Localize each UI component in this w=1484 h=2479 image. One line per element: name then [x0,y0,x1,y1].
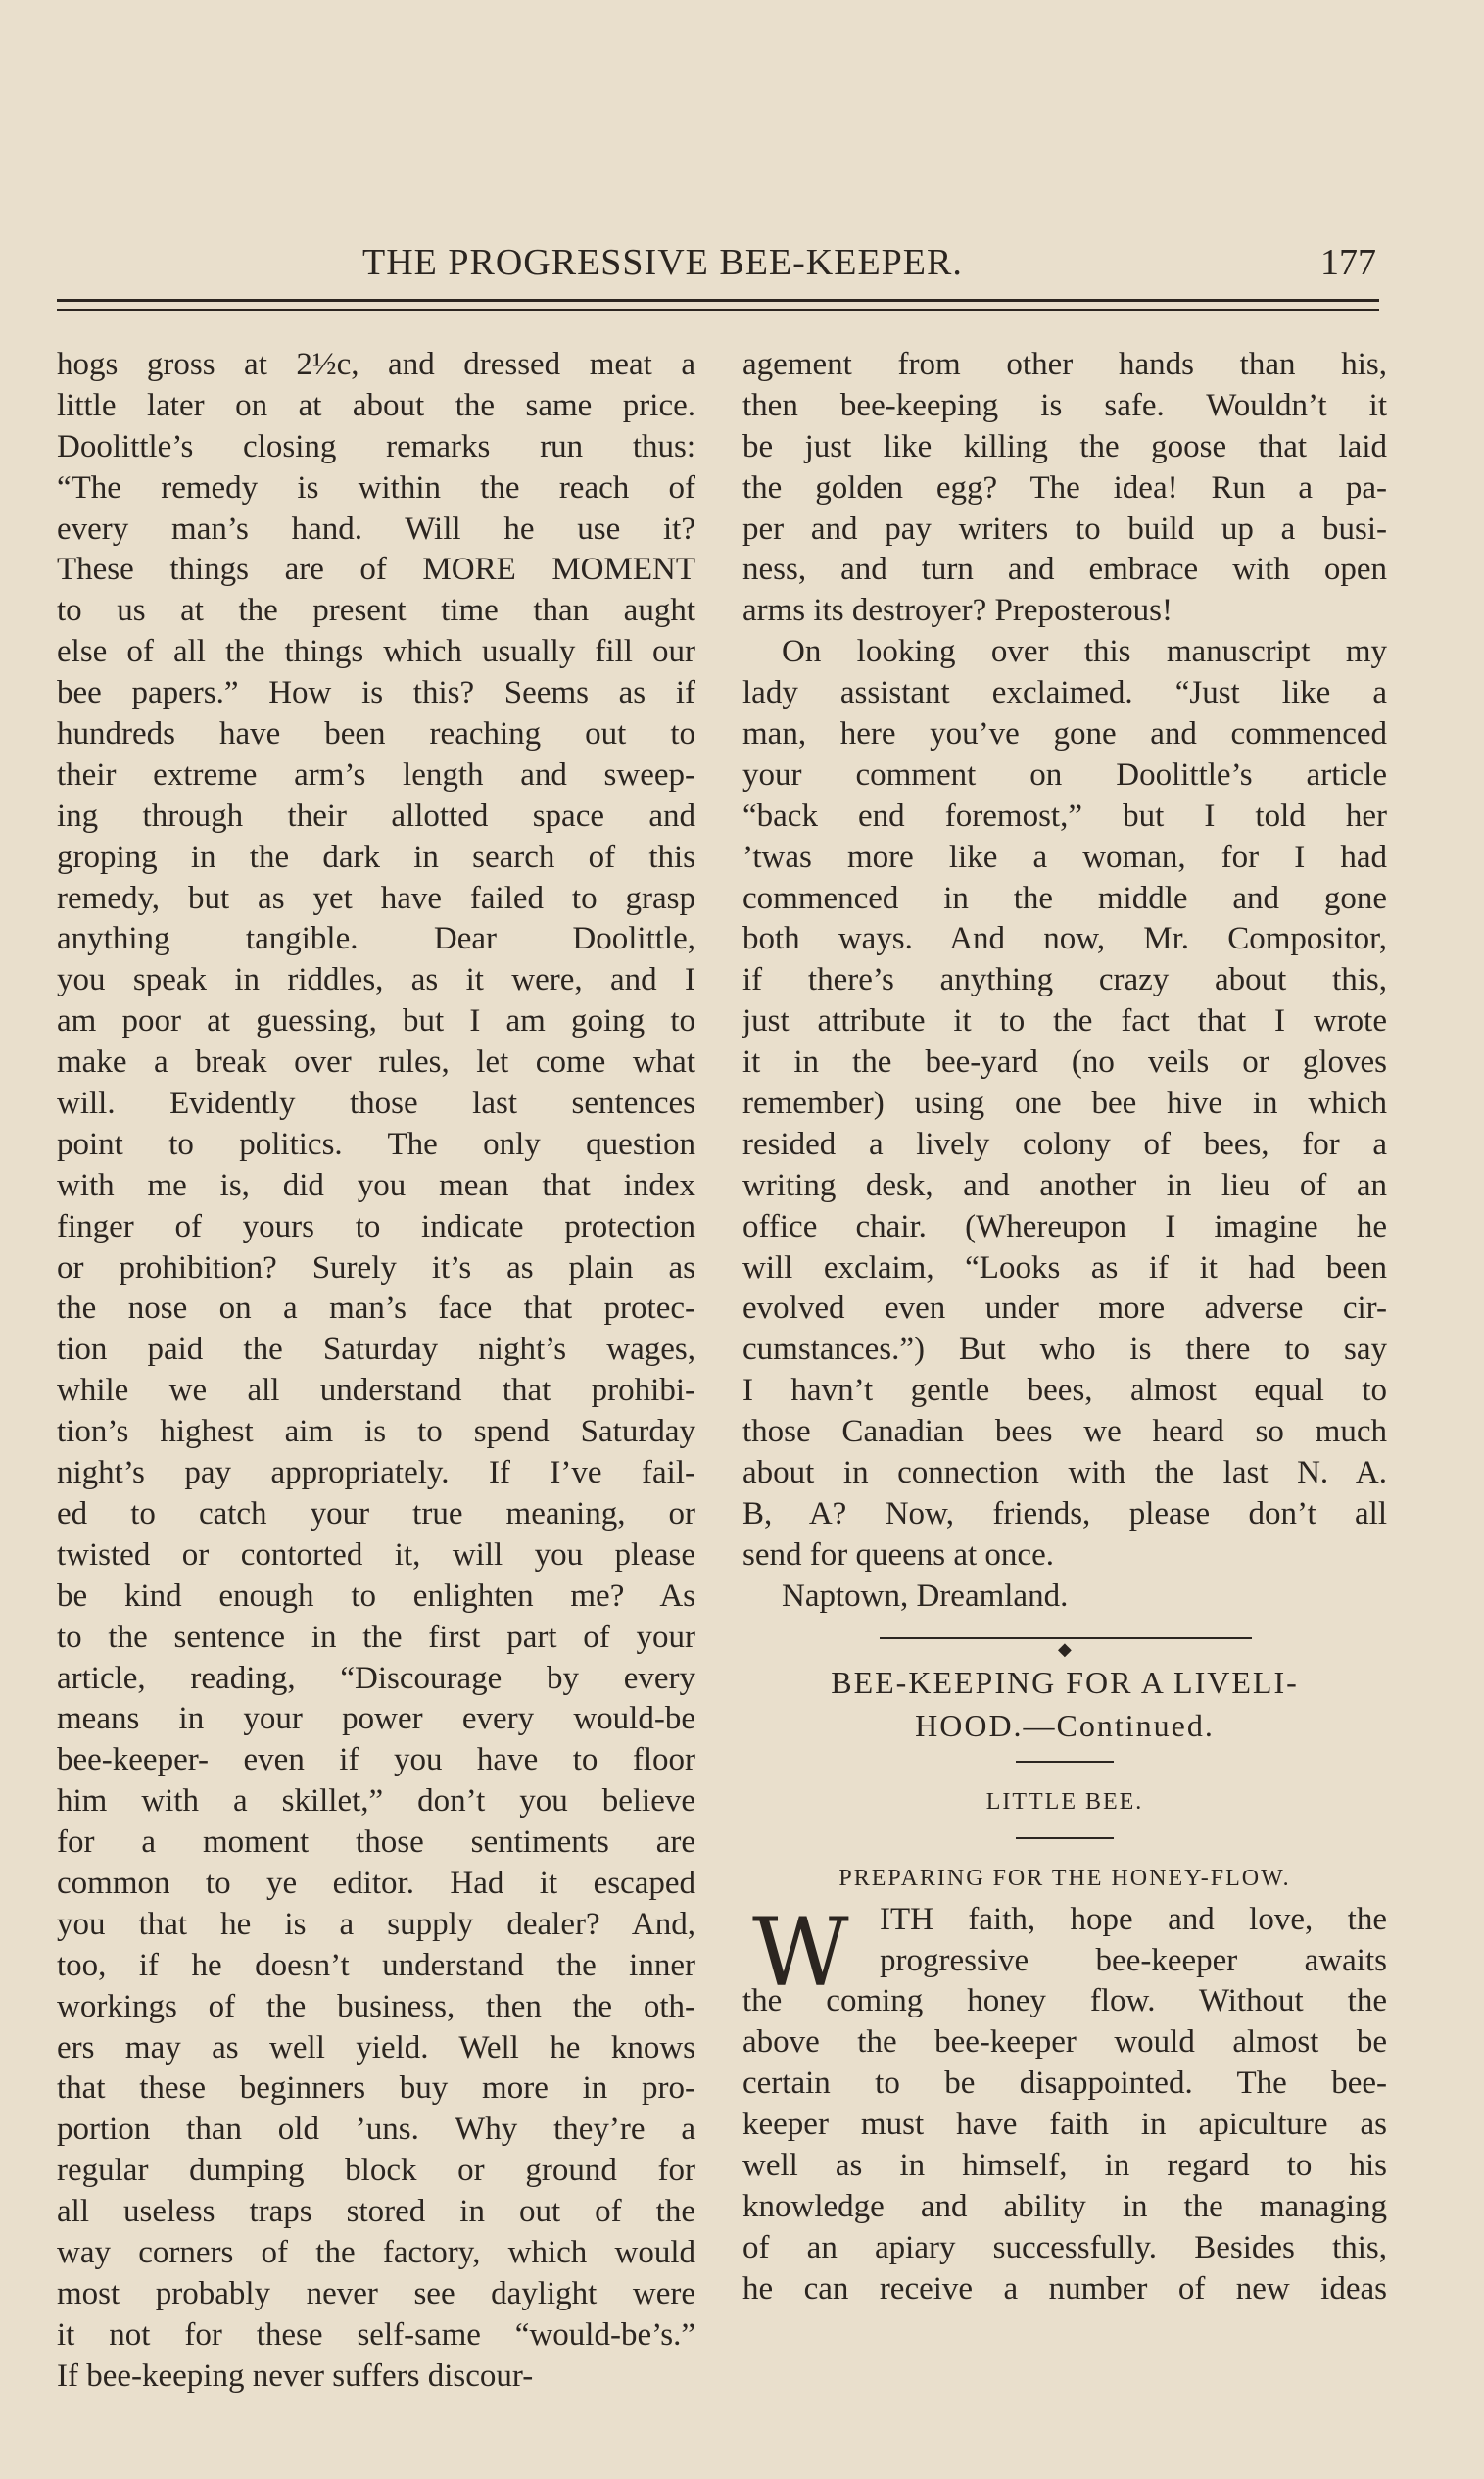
text-line: way corners of the factory, which would [57,2234,695,2270]
text-line: bee papers.” How is this? Seems as if [57,675,695,711]
text-line: above the bee-keeper would almost be [742,2024,1387,2061]
text-line: “back end foremost,” but I told her [742,798,1387,834]
text-line: be just like killing the goose that laid [742,428,1387,464]
text-line: while we all understand that prohibi- [57,1373,695,1409]
text-line: ing through their allotted space and [57,798,695,834]
drop-cap: W [752,1897,849,2008]
text-line: he can receive a number of new ideas [742,2270,1387,2307]
text-line: “The remedy is within the reach of [57,469,695,506]
text-line: you that he is a supply dealer? And, [57,1906,695,1942]
text-line: ed to catch your true meaning, or [57,1495,695,1531]
text-line: arms its destroyer? Preposterous! [742,593,1173,629]
journal-title: THE PROGRESSIVE BEE-KEEPER. [362,242,963,283]
text-line: bee-keeper- even if you have to floor [57,1742,695,1778]
text-line: it not for these self-same “would-be’s.” [57,2316,695,2353]
text-line: to the sentence in the first part of your [57,1619,695,1655]
text-line: finger of yours to indicate protection [57,1208,695,1244]
section-ornament [742,1618,1387,1661]
text-line: writing desk, and another in lieu of an [742,1167,1387,1203]
text-line: all useless traps stored in out of the [57,2194,695,2230]
text-line: article, reading, “Discourage by every [57,1660,695,1696]
text-line: agement from other hands than his, [742,347,1387,382]
article-byline: LITTLE BEE. [985,1788,1144,1815]
text-line: send for queens at once. [742,1536,1054,1573]
text-line: that these beginners buy more in pro- [57,2070,695,2107]
text-line: groping in the dark in search of this [57,839,695,875]
text-line: tion’s highest aim is to spend Saturday [57,1414,695,1450]
text-line: regular dumping block or ground for [57,2153,695,2189]
text-line: hogs gross at 2½c, and dressed meat a [57,347,695,382]
text-line: office chair. (Whereupon I imagine he [742,1208,1387,1244]
text-line: keeper must have faith in apiculture as [742,2107,1387,2143]
text-line: ITH faith, hope and love, the [880,1901,1387,1937]
text-line: Doolittle’s closing remarks run thus: [57,428,695,464]
article-heading-line-2: HOOD.—Continued. [915,1707,1215,1743]
text-line: On looking over this manuscript my [782,634,1387,670]
text-line: portion than old ’uns. Why they’re a [57,2112,695,2148]
header-rule-bottom [57,309,1379,311]
text-line: little later on at about the same price. [57,387,695,423]
text-line: certain to be disappointed. The bee- [742,2066,1387,2102]
text-line: night’s pay appropriately. If I’ve fail- [57,1455,695,1491]
article-heading-line-1: BEE-KEEPING FOR A LIVELI- [831,1664,1299,1700]
text-line: workings of the business, then the oth- [57,1988,695,2024]
text-line: be kind enough to enlighten me? As [57,1578,695,1614]
text-line: else of all the things which usually fill our [57,634,695,670]
text-line: If bee-keeping never suffers discour- [57,2357,534,2394]
text-line: tion paid the Saturday night’s wages, [57,1332,695,1368]
text-line: then bee-keeping is safe. Wouldn’t it [742,387,1387,423]
text-line: will exclaim, “Looks as if it had been [742,1249,1387,1286]
text-line: about in connection with the last N. A. [742,1455,1387,1491]
text-line: remember) using one bee hive in which [742,1086,1387,1122]
text-line: knowledge and ability in the managing [742,2188,1387,2224]
text-line: for a moment those sentiments are [57,1824,695,1861]
text-line: man, here you’ve gone and commenced [742,716,1387,753]
text-line: means in your power every would-be [57,1701,695,1737]
text-line: per and pay writers to build up a busi- [742,510,1387,547]
text-line: commenced in the middle and gone [742,880,1387,916]
page-number: 177 [1320,242,1376,283]
text-line: most probably never see daylight were [57,2275,695,2311]
left-column [57,345,695,2398]
text-line: with me is, did you mean that index [57,1167,695,1203]
running-header [59,235,1376,284]
ornament-diamond-icon: ◆ [1058,1638,1072,1659]
text-line: it in the bee-yard (no veils or gloves [742,1045,1387,1081]
text-line: make a break over rules, let come what [57,1045,695,1081]
text-line: the coming honey flow. Without the [742,1983,1387,2019]
text-line: cumstances.”) But who is there to say [742,1332,1387,1368]
text-line: progressive bee-keeper awaits [880,1942,1387,1978]
text-line: well as in himself, in regard to his [742,2147,1387,2183]
text-line: point to politics. The only question [57,1126,695,1162]
text-line: twisted or contorted it, will you please [57,1536,695,1573]
header-rule-top [57,299,1379,302]
text-line: These things are of MORE MOMENT [57,552,695,588]
text-line: your comment on Doolittle’s article [742,756,1387,793]
text-line: Naptown, Dreamland. [782,1578,1069,1614]
text-line: their extreme arm’s length and sweep- [57,756,695,793]
text-line: remedy, but as yet have failed to grasp [57,880,695,916]
text-line: or prohibition? Surely it’s as plain as [57,1249,695,1286]
text-line: ers may as well yield. Well he knows [57,2029,695,2066]
text-line: resided a lively colony of bees, for a [742,1126,1387,1162]
right-column [742,345,1387,2310]
text-line: those Canadian bees we heard so much [742,1414,1387,1450]
text-line: evolved even under more adverse cir- [742,1290,1387,1327]
right-column-continuation [742,345,1387,1618]
text-line: of an apiary successfully. Besides this, [742,2229,1387,2265]
text-line: will. Evidently those last sentences [57,1086,695,1122]
text-line: if there’s anything crazy about this, [742,962,1387,998]
article-body [742,1897,1387,2310]
text-line: the golden egg? The idea! Run a pa- [742,469,1387,506]
text-line: every man’s hand. Will he use it? [57,510,695,547]
text-line: both ways. And now, Mr. Compositor, [742,921,1387,957]
text-line: just attribute it to the fact that I wrote [742,1003,1387,1040]
text-line: lady assistant exclaimed. “Just like a [742,675,1387,711]
text-line: to us at the present time than aught [57,593,695,629]
text-line: him with a skillet,” don’t you believe [57,1783,695,1820]
article-subheading: PREPARING FOR THE HONEY-FLOW. [838,1865,1291,1891]
text-line: hundreds have been reaching out to [57,716,695,753]
text-line: am poor at guessing, but I am going to [57,1003,695,1040]
text-line: the nose on a man’s face that protec- [57,1290,695,1327]
heading-rule [1016,1761,1114,1763]
text-line: anything tangible. Dear Doolittle, [57,921,695,957]
text-line: I havn’t gentle bees, almost equal to [742,1373,1387,1409]
text-line: B, A? Now, friends, please don’t all [742,1495,1387,1531]
text-line: you speak in riddles, as it were, and I [57,962,695,998]
text-line: ’twas more like a woman, for I had [742,839,1387,875]
text-line: common to ye editor. Had it escaped [57,1865,695,1901]
byline-rule [1016,1837,1114,1839]
text-line: too, if he doesn’t understand the inner [57,1947,695,1983]
text-line: ness, and turn and embrace with open [742,552,1387,588]
